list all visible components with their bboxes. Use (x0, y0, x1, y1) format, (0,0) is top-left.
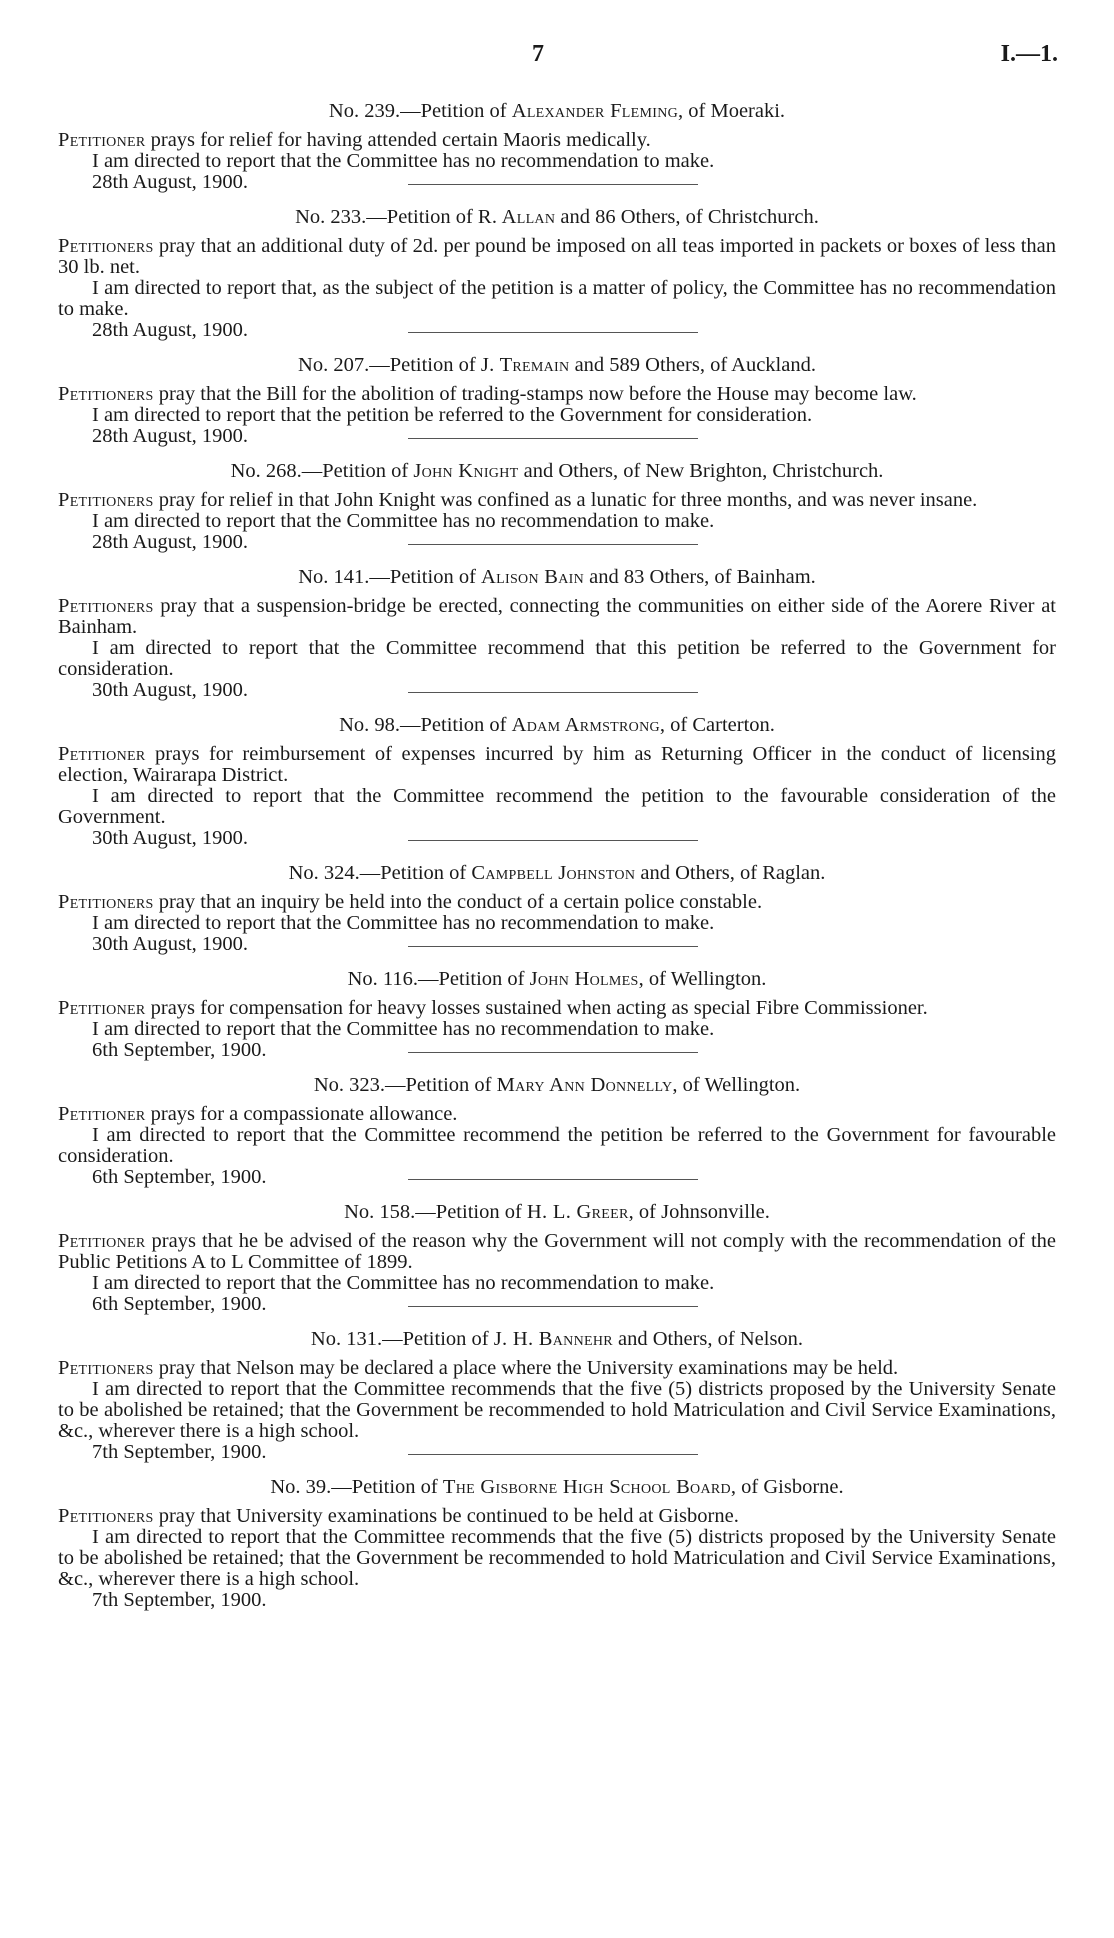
petitioner-name: J. H. Bannehr (493, 1328, 613, 1350)
petition-prayer: Petitioners pray that University examinations be continued to be held at Gisborne. (58, 1505, 739, 1527)
petition-prayer: Petitioner prays for reimbursement of expenses incurred by him as Returning Officer in the conduct of licensing election, Wairarapa District. (58, 743, 1056, 786)
petition-prayer: Petitioner prays that he be advised of the reason why the Government will not comply with the recommendation of the Public Petitions A to L Committee of 1899. (58, 1230, 1056, 1273)
section-divider (408, 544, 698, 545)
document-reference: I.—1. (1000, 41, 1058, 67)
petition-entry (58, 1202, 1056, 1316)
committee-report: I am directed to report that the Committee recommends that the five (5) districts proposed by the University Senate to be abolished be retained; that the Government be recommended to hold Matriculation and Civil Service Examinations, &c., wherever there is a high school. (58, 1378, 1056, 1442)
petition-heading: No. 324.—Petition of Campbell Johnston and Others, of Raglan. (288, 862, 826, 884)
petition-prayer: Petitioners pray that an additional duty of 2d. per pound be imposed on all teas imported in packets or boxes of less than 30 lb. net. (58, 235, 1056, 278)
petition-prayer: Petitioner prays for compensation for heavy losses sustained when acting as special Fibre Commissioner. (58, 997, 928, 1019)
section-divider (408, 1052, 698, 1053)
petition-prayer: Petitioners pray that Nelson may be declared a place where the University examinations may be held. (58, 1357, 899, 1379)
petition-entry (58, 207, 1056, 342)
committee-report: I am directed to report that the Committee has no recommendation to make. (92, 150, 715, 172)
report-date: 7th September, 1900. (58, 1442, 1056, 1464)
petition-prayer: Petitioner prays for a compassionate allowance. (58, 1103, 458, 1125)
petitioner-name: Alexander Fleming (511, 100, 679, 122)
petition-entry (58, 101, 1056, 194)
report-date: 28th August, 1900. (58, 426, 1056, 448)
committee-report: I am directed to report that the petition be referred to the Government for consideration. (92, 404, 813, 426)
petition-prayer: Petitioner prays for relief for having attended certain Maoris medically. (58, 129, 651, 151)
petitioner-name: The Gisborne High School Board (442, 1476, 731, 1498)
section-divider (408, 1179, 698, 1180)
petition-entry (58, 969, 1056, 1062)
petition-prayer: Petitioners pray that the Bill for the abolition of trading-stamps now before the House may become law. (58, 383, 917, 405)
petitions-list (58, 101, 1056, 1612)
committee-report: I am directed to report that the Committee recommend that this petition be referred to the Government for consideration. (58, 637, 1056, 680)
petitioner-name: Mary Ann Donnelly (496, 1074, 673, 1096)
section-divider (408, 840, 698, 841)
report-date: 6th September, 1900. (58, 1167, 1056, 1189)
section-divider (408, 1306, 698, 1307)
petition-entry (58, 863, 1056, 956)
petitioner-name: John Knight (413, 460, 519, 482)
petition-prayer: Petitioners pray for relief in that John Knight was confined as a lunatic for three months, and was never insane. (58, 489, 978, 511)
petition-heading: No. 323.—Petition of Mary Ann Donnelly, of Wellington. (313, 1074, 801, 1096)
petition-entry (58, 1329, 1056, 1464)
committee-report: I am directed to report that, as the subject of the petition is a matter of policy, the Committee has no recommendation to make. (58, 277, 1056, 320)
report-date: 30th August, 1900. (58, 680, 1056, 702)
petition-heading: No. 239.—Petition of Alexander Fleming, of Moeraki. (328, 100, 786, 122)
petition-heading: No. 207.—Petition of J. Tremain and 589 Others, of Auckland. (298, 354, 816, 376)
petitioner-name: J. Tremain (480, 354, 570, 376)
page-number: 7 (532, 41, 544, 67)
petition-entry (58, 567, 1056, 702)
petition-prayer: Petitioners pray that an inquiry be held into the conduct of a certain police constable. (58, 891, 763, 913)
petition-heading: No. 233.—Petition of R. Allan and 86 Others, of Christchurch. (295, 206, 819, 228)
petitioner-name: John Holmes (529, 968, 639, 990)
petition-entry (58, 355, 1056, 448)
section-divider (408, 438, 698, 439)
petition-heading: No. 131.—Petition of J. H. Bannehr and Others, of Nelson. (310, 1328, 804, 1350)
committee-report: I am directed to report that the Committee recommends that the five (5) districts proposed by the University Senate to be abolished be retained; that the Government be recommended to hold Matriculation and Civil Service Examinations, &c., wherever there is a high school. (58, 1526, 1056, 1590)
section-divider (408, 946, 698, 947)
committee-report: I am directed to report that the Committee has no recommendation to make. (92, 912, 715, 934)
report-date: 28th August, 1900. (58, 532, 1056, 554)
petitioner-name: Adam Armstrong (511, 714, 660, 736)
report-date: 28th August, 1900. (58, 320, 1056, 342)
petitioner-name: Alison Bain (481, 566, 585, 588)
petition-heading: No. 268.—Petition of John Knight and Others, of New Brighton, Christchurch. (230, 460, 884, 482)
section-divider (408, 184, 698, 185)
petition-heading: No. 98.—Petition of Adam Armstrong, of Carterton. (339, 714, 775, 736)
petition-entry (58, 1477, 1056, 1612)
petition-entry (58, 461, 1056, 554)
page-header (0, 41, 1114, 70)
section-divider (408, 692, 698, 693)
report-date: 7th September, 1900. (92, 1589, 267, 1611)
petition-heading: No. 39.—Petition of The Gisborne High School Board, of Gisborne. (270, 1476, 844, 1498)
petition-heading: No. 141.—Petition of Alison Bain and 83 Others, of Bainham. (298, 566, 816, 588)
petition-entry (58, 1075, 1056, 1189)
section-divider (408, 1454, 698, 1455)
report-date: 6th September, 1900. (58, 1040, 1056, 1062)
petition-heading: No. 116.—Petition of John Holmes, of Wellington. (347, 968, 767, 990)
report-date: 6th September, 1900. (58, 1294, 1056, 1316)
petitioner-name: R. Allan (477, 206, 556, 228)
committee-report: I am directed to report that the Committee has no recommendation to make. (92, 1272, 715, 1294)
report-date: 30th August, 1900. (58, 828, 1056, 850)
petition-entry (58, 715, 1056, 850)
petitioner-name: Campbell Johnston (471, 862, 636, 884)
committee-report: I am directed to report that the Committee recommend the petition to the favourable consideration of the Government. (58, 785, 1056, 828)
section-divider (408, 332, 698, 333)
petition-prayer: Petitioners pray that a suspension-bridge be erected, connecting the communities on either side of the Aorere River at Bainham. (58, 595, 1056, 638)
committee-report: I am directed to report that the Committee has no recommendation to make. (92, 510, 715, 532)
report-date: 28th August, 1900. (58, 172, 1056, 194)
petitioner-name: H. L. Greer (526, 1201, 629, 1223)
committee-report: I am directed to report that the Committee recommend the petition be referred to the Government for favourable consideration. (58, 1124, 1056, 1167)
committee-report: I am directed to report that the Committee has no recommendation to make. (92, 1018, 715, 1040)
report-date: 30th August, 1900. (58, 934, 1056, 956)
petition-heading: No. 158.—Petition of H. L. Greer, of Johnsonville. (344, 1201, 770, 1223)
